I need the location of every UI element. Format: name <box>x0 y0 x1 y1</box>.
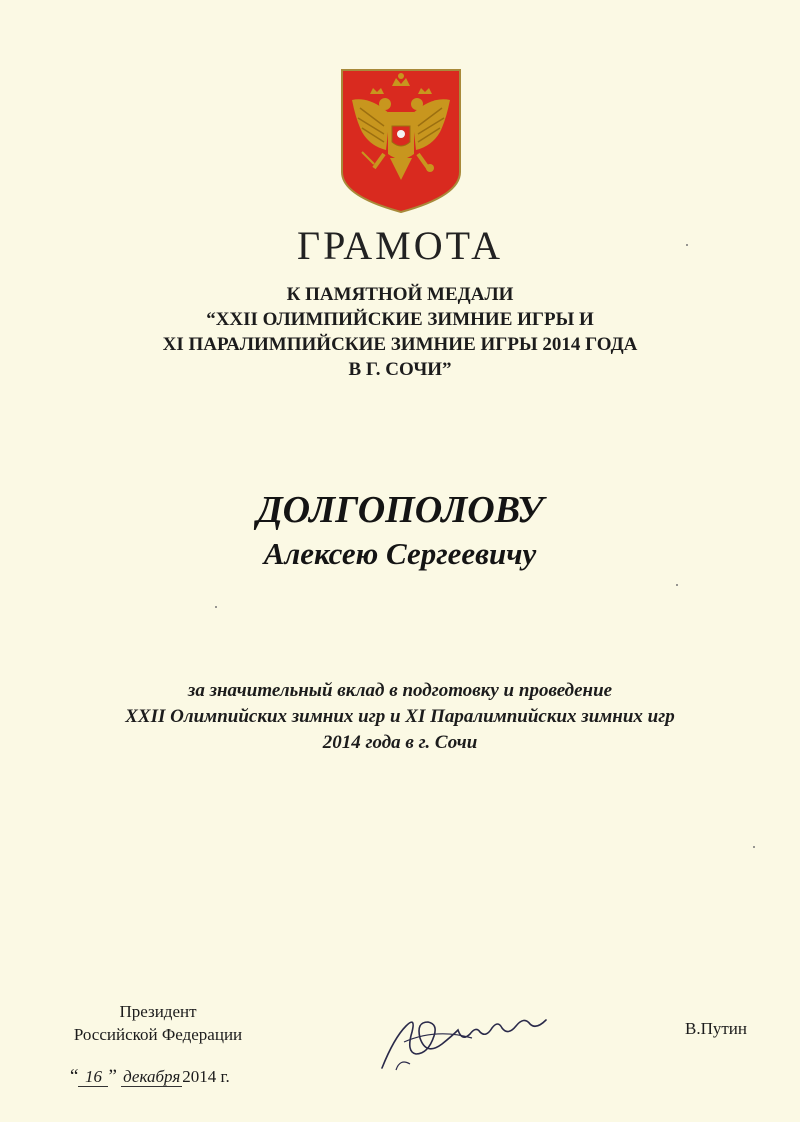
paper-speck <box>686 244 688 246</box>
subtitle-line: В Г. СОЧИ” <box>348 359 452 380</box>
paper-speck <box>676 584 678 586</box>
signer-name: В.Путин <box>685 1019 747 1038</box>
paper-speck <box>753 846 755 848</box>
date-year: 2014 г. <box>182 1067 230 1086</box>
date-month: декабря <box>123 1067 181 1086</box>
reason-line: 2014 года в г. Сочи <box>322 732 478 753</box>
coat-of-arms-icon <box>340 68 462 214</box>
medal-subtitle <box>0 282 800 382</box>
date-day: 16 <box>78 1068 108 1087</box>
subtitle-line: К ПАМЯТНОЙ МЕДАЛИ <box>286 284 514 305</box>
award-reason <box>0 678 800 756</box>
date-close-quote: ” <box>108 1066 117 1087</box>
issue-date <box>70 1066 230 1088</box>
reason-line: за значительный вклад в подготовку и проведение <box>187 680 613 701</box>
recipient-surname: ДОЛГОПОЛОВУ <box>256 489 544 531</box>
subtitle-line: XI ПАРАЛИМПИЙСКИЕ ЗИМНИЕ ИГРЫ 2014 ГОДА <box>162 334 638 355</box>
paper-speck <box>215 606 217 608</box>
position-line: Президент <box>119 1002 197 1021</box>
document-title: ГРАМОТА <box>297 223 503 268</box>
signer-position <box>40 1000 276 1046</box>
handwritten-signature <box>376 998 552 1078</box>
recipient-name-patronymic: Алексею Сергеевичу <box>263 536 537 571</box>
date-open-quote: “ <box>70 1066 79 1087</box>
position-line: Российской Федерации <box>73 1025 243 1044</box>
reason-line: XXII Олимпийских зимних игр и XI Паралимпийских зимних игр <box>125 706 675 727</box>
subtitle-line: “XXII ОЛИМПИЙСКИЕ ЗИМНИЕ ИГРЫ И <box>206 309 594 330</box>
